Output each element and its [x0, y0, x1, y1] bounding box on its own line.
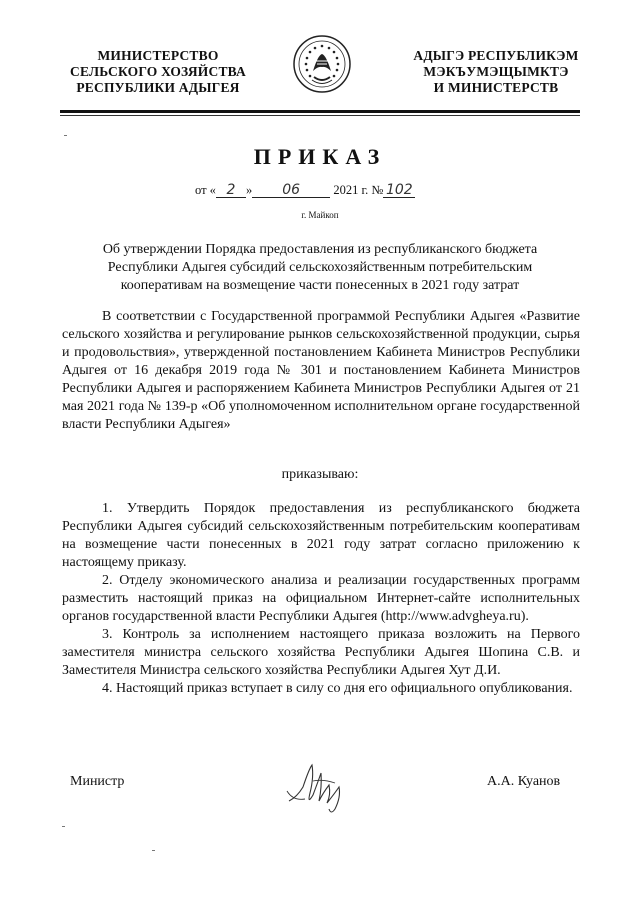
- header-right-line-1: АДЫГЭ РЕСПУБЛИКЭМ: [413, 48, 579, 63]
- date-prefix: от «: [195, 183, 216, 197]
- signatory-name: А.А. Куанов: [487, 774, 561, 789]
- order-item-1: 1. Утвердить Порядок предоставления из республиканского бюджета Республики Адыгея субсидий сельскохозяйственным потребительским кооперативам на возмещение части понесенных в 2021 году затрат согласно приложению к настоящему приказу.: [62, 501, 580, 570]
- header-right-line-2: МЭКЪУМЭЩЫМКТЭ: [423, 64, 569, 79]
- document-title: ПРИКАЗ: [253, 144, 387, 169]
- date-year-label: 2021 г. №: [333, 183, 384, 197]
- header-left-line-2: СЕЛЬСКОГО ХОЗЯЙСТВА: [70, 64, 246, 79]
- order-directive: приказываю:: [281, 467, 359, 482]
- scan-speck: [152, 850, 155, 851]
- header-left-line-3: РЕСПУБЛИКИ АДЫГЕЯ: [76, 80, 240, 95]
- header-divider-thick: [60, 110, 580, 113]
- order-subject: Об утверждении Порядка предоставления из республиканского бюджета Республики Адыгея субсидий сельскохозяйственным потребительским кооперативам на возмещение части понесенных в 2021 году затрат: [102, 242, 538, 293]
- date-day: 2: [216, 183, 246, 198]
- header-right-line-3: И МИНИСТЕРСТВ: [433, 80, 559, 95]
- order-number: 102: [383, 183, 415, 198]
- date-month: 06: [252, 183, 330, 198]
- signatory-title: Министр: [70, 774, 125, 789]
- preamble-paragraph: В соответствии с Государственной программой Республики Адыгея «Развитие сельского хозяйства и регулирование рынков сельскохозяйственной продукции, сырья и продовольствия», утвержденной постановлением Кабинета Министров Республики Адыгея от 16 декабря 2019 года № 301 и постановлением Кабинета Министров Республики Адыгея и распоряжением Кабинета Министров Республики Адыгея от 21 мая 2021 года № 139-р «Об уполномоченном исполнительном органе государственной власти Республики Адыгея»: [62, 309, 580, 432]
- city-label: г. Майкоп: [301, 210, 339, 220]
- date-quote-close: »: [245, 183, 253, 197]
- scan-speck: [62, 826, 65, 827]
- order-item-4: 4. Настоящий приказ вступает в силу со дня его официального опубликования.: [102, 681, 573, 696]
- order-item-2: 2. Отделу экономического анализа и реализации государственных программ разместить настоящий приказ на официальном Интернет-сайте исполнительных органов государственной власти Республики Адыгея (http://www.advgheya.ru).: [62, 573, 580, 624]
- order-item-3: 3. Контроль за исполнением настоящего приказа возложить на Первого заместителя министра сельского хозяйства Республики Адыгея Шопина С.В. и Заместителя Министра сельского хозяйства Республики Адыгея Хут Д.И.: [62, 627, 580, 678]
- date-number-line: [195, 183, 455, 198]
- ministry-name-adyghe: [371, 48, 621, 96]
- ministry-name-russian: [33, 48, 283, 96]
- header-left-line-1: МИНИСТЕРСТВО: [97, 48, 219, 63]
- handwritten-signature: [283, 757, 373, 817]
- scan-speck: [64, 135, 67, 136]
- coat-of-arms-emblem: [292, 33, 352, 95]
- order-items: [62, 500, 580, 698]
- header-divider-thin: [60, 115, 580, 116]
